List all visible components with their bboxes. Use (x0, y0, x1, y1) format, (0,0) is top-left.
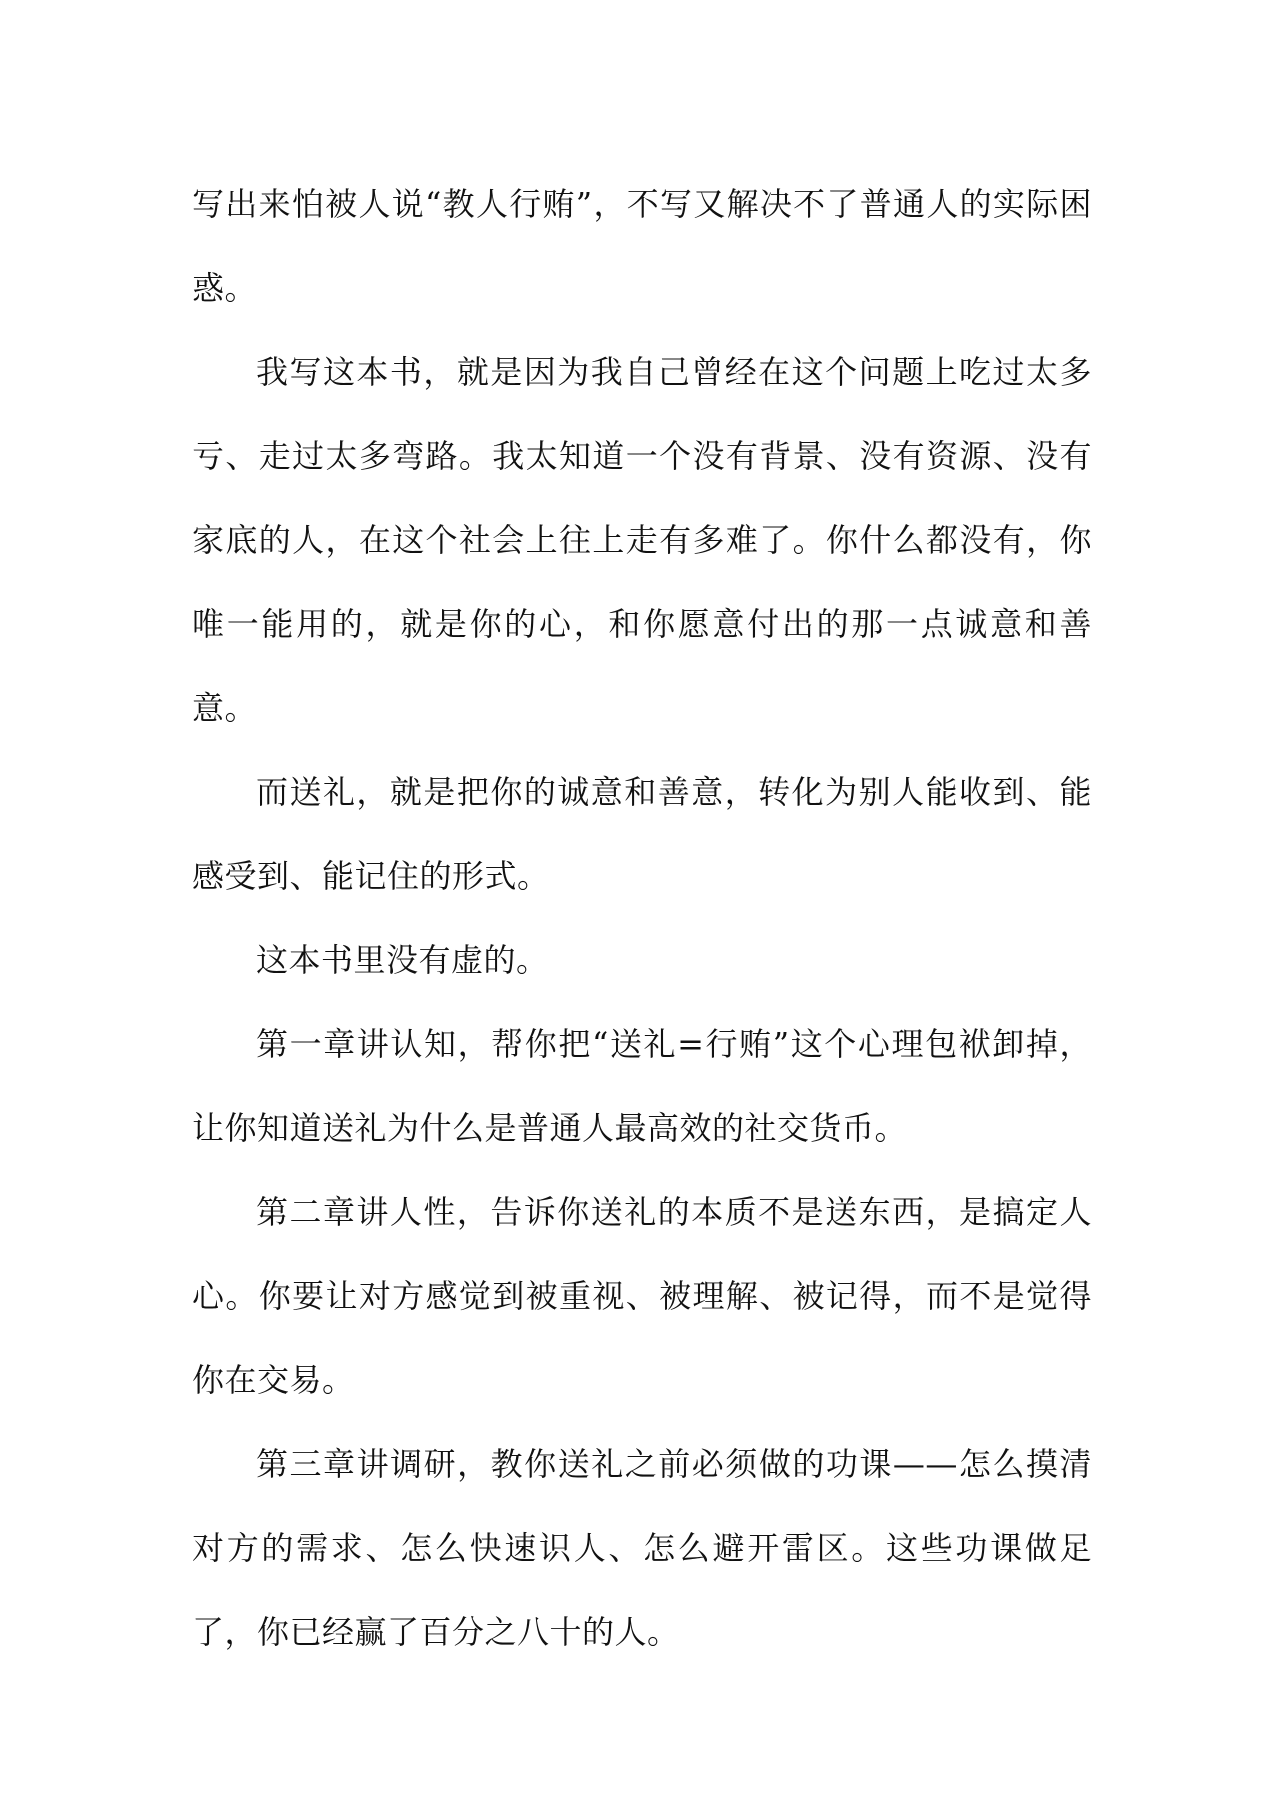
paragraph: 第三章讲调研，教你送礼之前必须做的功课——怎么摸清对方的需求、怎么快速识人、怎么避开雷区。这些功课做足了，你已经赢了百分之八十的人。 (192, 1445, 1092, 1651)
paragraph: 这本书里没有虚的。 (256, 941, 549, 979)
paragraph: 我写这本书，就是因为我自己曾经在这个问题上吃过太多亏、走过太多弯路。我太知道一个没有背景、没有资源、没有家底的人，在这个社会上往上走有多难了。你什么都没有，你唯一能用的，就是你的心，和你愿意付出的那一点诚意和善意。 (192, 353, 1092, 727)
paragraph-continuation: 写出来怕被人说“教人行贿”，不写又解决不了普通人的实际困惑。 (192, 185, 1092, 307)
paragraph: 第二章讲人性，告诉你送礼的本质不是送东西，是搞定人心。你要让对方感觉到被重视、被理解、被记得，而不是觉得你在交易。 (192, 1193, 1092, 1399)
body-text (192, 162, 1092, 1674)
paragraph: 而送礼，就是把你的诚意和善意，转化为别人能收到、能感受到、能记住的形式。 (192, 773, 1092, 895)
paragraph: 第一章讲认知，帮你把“送礼=行贿”这个心理包袱卸掉，让你知道送礼为什么是普通人最高效的社交货币。 (192, 1025, 1092, 1147)
